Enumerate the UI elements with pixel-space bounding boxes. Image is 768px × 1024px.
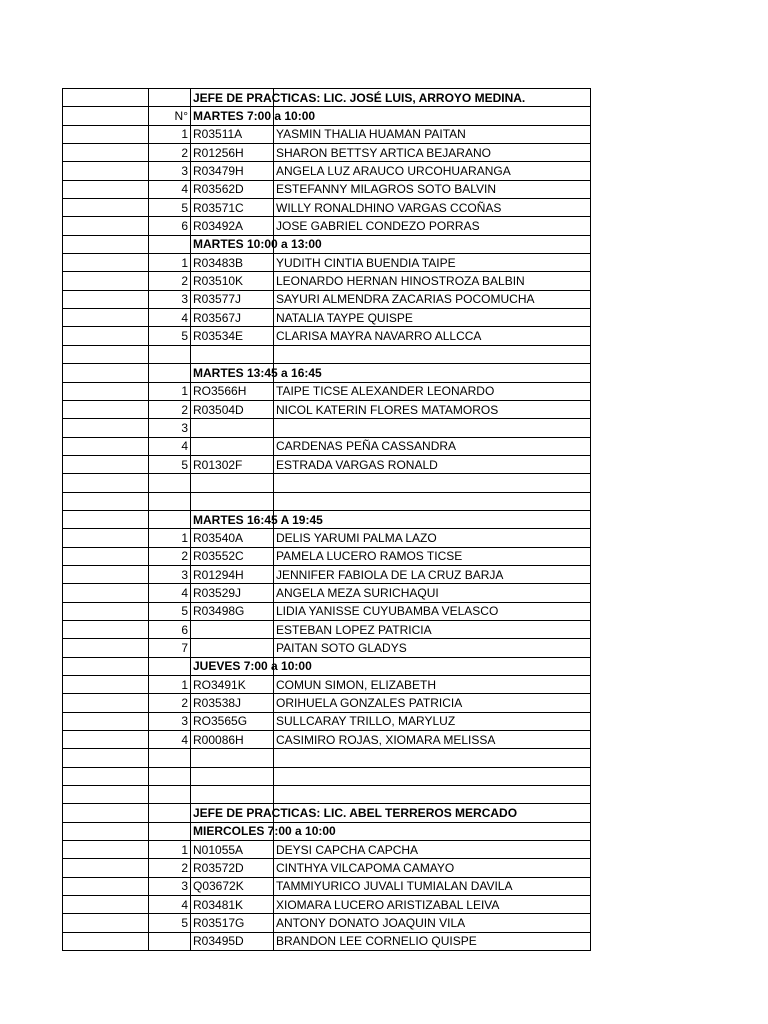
- student-name-cell[interactable]: DEYSI CAPCHA CAPCHA: [274, 841, 591, 859]
- student-code-cell[interactable]: R03571C: [191, 199, 274, 217]
- student-name-cell[interactable]: WILLY RONALDHINO VARGAS CCOÑAS: [274, 199, 591, 217]
- student-code-cell[interactable]: R03552C: [191, 547, 274, 565]
- student-row: [63, 584, 591, 602]
- student-row: [63, 602, 591, 620]
- student-row: [63, 309, 591, 327]
- section-header-row: [63, 804, 591, 822]
- student-code-cell[interactable]: R03483B: [191, 254, 274, 272]
- row-number-cell[interactable]: 2: [149, 272, 191, 290]
- student-code-cell[interactable]: R03577J: [191, 290, 274, 308]
- student-row: [63, 859, 591, 877]
- row-number-cell[interactable]: 3: [149, 565, 191, 583]
- student-code-cell[interactable]: [191, 620, 274, 638]
- student-row: [63, 254, 591, 272]
- student-row: [63, 382, 591, 400]
- student-name-cell[interactable]: CLARISA MAYRA NAVARRO ALLCCA: [274, 327, 591, 345]
- row-number-cell[interactable]: [149, 345, 191, 363]
- student-name-cell[interactable]: PAMELA LUCERO RAMOS TICSE: [274, 547, 591, 565]
- student-code-cell[interactable]: R03479H: [191, 162, 274, 180]
- student-code-cell[interactable]: [191, 474, 274, 492]
- blank-cell[interactable]: [63, 767, 149, 785]
- row-number-cell[interactable]: 2: [149, 400, 191, 418]
- section-header-cell[interactable]: [191, 657, 312, 675]
- student-name-cell[interactable]: JOSE GABRIEL CONDEZO PORRAS: [274, 217, 591, 235]
- row-number-cell[interactable]: 5: [149, 455, 191, 473]
- student-row: [63, 345, 591, 363]
- row-number-cell[interactable]: [149, 804, 191, 822]
- student-row: [63, 694, 591, 712]
- student-name-cell[interactable]: ESTEFANNY MILAGROS SOTO BALVIN: [274, 180, 591, 198]
- student-name-cell[interactable]: [274, 786, 591, 804]
- student-row: [63, 914, 591, 932]
- blank-cell[interactable]: [63, 584, 149, 602]
- blank-cell[interactable]: [63, 896, 149, 914]
- student-name-cell[interactable]: [274, 345, 591, 363]
- blank-cell[interactable]: [63, 254, 149, 272]
- blank-cell[interactable]: [63, 144, 149, 162]
- row-number-cell[interactable]: 2: [149, 547, 191, 565]
- row-number-cell[interactable]: 1: [149, 382, 191, 400]
- student-name-cell[interactable]: ESTEBAN LOPEZ PATRICIA: [274, 620, 591, 638]
- student-code-cell[interactable]: RO3566H: [191, 382, 274, 400]
- row-number-cell[interactable]: 4: [149, 584, 191, 602]
- student-code-cell[interactable]: [191, 345, 274, 363]
- blank-cell[interactable]: [63, 529, 149, 547]
- blank-cell[interactable]: [63, 455, 149, 473]
- row-number-cell[interactable]: 4: [149, 731, 191, 749]
- section-header-cell[interactable]: [191, 107, 316, 125]
- student-name-cell[interactable]: [274, 419, 591, 437]
- section-header-text: MARTES 16:45 A 19:45: [193, 512, 323, 527]
- section-header-text: MARTES 10:00 a 13:00: [193, 237, 322, 252]
- section-header-cell[interactable]: [191, 510, 323, 528]
- student-code-cell[interactable]: R03538J: [191, 694, 274, 712]
- student-row: [63, 877, 591, 895]
- row-number-cell[interactable]: 4: [149, 180, 191, 198]
- blank-cell[interactable]: [63, 620, 149, 638]
- blank-cell[interactable]: [274, 657, 591, 675]
- student-row: [63, 400, 591, 418]
- student-code-cell[interactable]: Q03672K: [191, 877, 274, 895]
- student-code-cell[interactable]: RO3491K: [191, 676, 274, 694]
- blank-cell[interactable]: [63, 382, 149, 400]
- blank-cell[interactable]: [63, 547, 149, 565]
- student-name-cell[interactable]: [274, 474, 591, 492]
- blank-cell[interactable]: [63, 290, 149, 308]
- blank-cell[interactable]: [63, 822, 149, 840]
- section-header-text: MARTES 13:45 a 16:45: [193, 365, 322, 380]
- student-code-cell[interactable]: R03529J: [191, 584, 274, 602]
- student-schedule-table: [62, 88, 591, 951]
- row-number-cell[interactable]: 1: [149, 254, 191, 272]
- student-row: [63, 896, 591, 914]
- student-code-cell[interactable]: R03517G: [191, 914, 274, 932]
- row-number-cell[interactable]: [149, 474, 191, 492]
- student-name-cell[interactable]: ORIHUELA GONZALES PATRICIA: [274, 694, 591, 712]
- blank-cell[interactable]: [63, 565, 149, 583]
- blank-cell[interactable]: [63, 657, 149, 675]
- blank-cell[interactable]: [63, 712, 149, 730]
- student-name-cell[interactable]: CASIMIRO ROJAS, XIOMARA MELISSA: [274, 731, 591, 749]
- student-row: [63, 639, 591, 657]
- student-code-cell[interactable]: R03562D: [191, 180, 274, 198]
- row-number-cell[interactable]: [149, 235, 191, 253]
- row-number-cell[interactable]: [149, 364, 191, 382]
- row-number-cell[interactable]: 1: [149, 841, 191, 859]
- student-name-cell[interactable]: ESTRADA VARGAS RONALD: [274, 455, 591, 473]
- student-code-cell[interactable]: R03481K: [191, 896, 274, 914]
- row-number-cell[interactable]: [149, 89, 191, 107]
- section-header-row: [63, 657, 591, 675]
- blank-cell[interactable]: [63, 602, 149, 620]
- section-header-text: MARTES 7:00 a 10:00: [193, 109, 316, 124]
- student-name-cell[interactable]: ANGELA LUZ ARAUCO URCOHUARANGA: [274, 162, 591, 180]
- section-header-row: [63, 364, 591, 382]
- student-name-cell[interactable]: TAMMIYURICO JUVALI TUMIALAN DAVILA: [274, 877, 591, 895]
- row-number-cell[interactable]: 1: [149, 529, 191, 547]
- blank-cell[interactable]: [63, 914, 149, 932]
- section-header-cell[interactable]: [191, 364, 322, 382]
- row-number-cell[interactable]: 5: [149, 327, 191, 345]
- blank-cell[interactable]: [274, 107, 591, 125]
- blank-cell[interactable]: [63, 932, 149, 950]
- blank-cell[interactable]: [63, 510, 149, 528]
- blank-cell[interactable]: [63, 877, 149, 895]
- student-row: [63, 749, 591, 767]
- section-header-row: [63, 89, 591, 107]
- row-number-cell[interactable]: [149, 767, 191, 785]
- row-number-cell[interactable]: 1: [149, 676, 191, 694]
- section-header-text: JEFE DE PRACTICAS: LIC. JOSÉ LUIS, ARROYO MEDINA.: [193, 90, 526, 105]
- section-header-row: [63, 235, 591, 253]
- student-code-cell[interactable]: R03504D: [191, 400, 274, 418]
- student-name-cell[interactable]: TAIPE TICSE ALEXANDER LEONARDO: [274, 382, 591, 400]
- student-name-cell[interactable]: SHARON BETTSY ARTICA BEJARANO: [274, 144, 591, 162]
- blank-cell[interactable]: [63, 180, 149, 198]
- row-number-cell[interactable]: 1: [149, 125, 191, 143]
- blank-cell[interactable]: [63, 199, 149, 217]
- student-name-cell[interactable]: BRANDON LEE CORNELIO QUISPE: [274, 932, 591, 950]
- student-code-cell[interactable]: R03495D: [191, 932, 274, 950]
- student-row: [63, 162, 591, 180]
- student-code-cell[interactable]: RO3565G: [191, 712, 274, 730]
- student-row: [63, 712, 591, 730]
- student-row: [63, 767, 591, 785]
- student-code-cell[interactable]: R03492A: [191, 217, 274, 235]
- section-header-text: JEFE DE PRACTICAS: LIC. ABEL TERREROS MERCADO: [193, 806, 518, 821]
- blank-cell[interactable]: [63, 309, 149, 327]
- student-code-cell[interactable]: [191, 437, 274, 455]
- student-row: [63, 290, 591, 308]
- student-row: [63, 455, 591, 473]
- blank-cell[interactable]: [63, 474, 149, 492]
- student-name-cell[interactable]: YUDITH CINTIA BUENDIA TAIPE: [274, 254, 591, 272]
- student-name-cell[interactable]: LIDIA YANISSE CUYUBAMBA VELASCO: [274, 602, 591, 620]
- row-number-cell[interactable]: [149, 510, 191, 528]
- student-name-cell[interactable]: NICOL KATERIN FLORES MATAMOROS: [274, 400, 591, 418]
- student-row: [63, 565, 591, 583]
- student-row: [63, 529, 591, 547]
- section-header-text: JUEVES 7:00 a 10:00: [193, 659, 312, 674]
- section-header-cell[interactable]: [191, 822, 336, 840]
- blank-cell[interactable]: [63, 345, 149, 363]
- blank-cell[interactable]: [63, 694, 149, 712]
- student-row: [63, 272, 591, 290]
- student-code-cell[interactable]: [191, 492, 274, 510]
- student-name-cell[interactable]: YASMIN THALIA HUAMAN PAITAN: [274, 125, 591, 143]
- section-header-text: MIERCOLES 7:00 a 10:00: [193, 824, 336, 839]
- student-code-cell[interactable]: [191, 786, 274, 804]
- student-name-cell[interactable]: [274, 767, 591, 785]
- student-row: [63, 932, 591, 950]
- student-name-cell[interactable]: CARDENAS PEÑA CASSANDRA: [274, 437, 591, 455]
- student-row: [63, 437, 591, 455]
- student-code-cell[interactable]: [191, 767, 274, 785]
- row-number-cell[interactable]: N°: [149, 107, 191, 125]
- student-code-cell[interactable]: [191, 639, 274, 657]
- row-number-cell[interactable]: 4: [149, 896, 191, 914]
- row-number-cell[interactable]: 7: [149, 639, 191, 657]
- row-number-cell[interactable]: 6: [149, 620, 191, 638]
- blank-cell[interactable]: [63, 327, 149, 345]
- row-number-cell[interactable]: [149, 822, 191, 840]
- row-number-cell[interactable]: [149, 932, 191, 950]
- blank-cell[interactable]: [63, 272, 149, 290]
- section-header-cell[interactable]: [191, 804, 518, 822]
- blank-cell[interactable]: [63, 235, 149, 253]
- student-code-cell[interactable]: R03572D: [191, 859, 274, 877]
- row-number-cell[interactable]: 4: [149, 437, 191, 455]
- student-name-cell[interactable]: SULLCARAY TRILLO, MARYLUZ: [274, 712, 591, 730]
- student-code-cell[interactable]: R03511A: [191, 125, 274, 143]
- student-name-cell[interactable]: CINTHYA VILCAPOMA CAMAYO: [274, 859, 591, 877]
- student-name-cell[interactable]: NATALIA TAYPE QUISPE: [274, 309, 591, 327]
- student-code-cell[interactable]: R03540A: [191, 529, 274, 547]
- student-code-cell[interactable]: [191, 419, 274, 437]
- student-code-cell[interactable]: R00086H: [191, 731, 274, 749]
- student-name-cell[interactable]: LEONARDO HERNAN HINOSTROZA BALBIN: [274, 272, 591, 290]
- blank-cell[interactable]: [63, 107, 149, 125]
- student-row: [63, 474, 591, 492]
- student-row: [63, 419, 591, 437]
- student-code-cell[interactable]: R01302F: [191, 455, 274, 473]
- student-row: [63, 841, 591, 859]
- student-name-cell[interactable]: [274, 749, 591, 767]
- blank-cell[interactable]: [63, 804, 149, 822]
- blank-cell[interactable]: [63, 217, 149, 235]
- student-code-cell[interactable]: [191, 749, 274, 767]
- student-row: [63, 199, 591, 217]
- blank-cell[interactable]: [63, 676, 149, 694]
- row-number-cell[interactable]: [149, 786, 191, 804]
- section-header-cell[interactable]: [191, 89, 526, 107]
- blank-cell[interactable]: [63, 89, 149, 107]
- row-number-cell[interactable]: 6: [149, 217, 191, 235]
- student-name-cell[interactable]: JENNIFER FABIOLA DE LA CRUZ BARJA: [274, 565, 591, 583]
- student-row: [63, 125, 591, 143]
- student-code-cell[interactable]: N01055A: [191, 841, 274, 859]
- student-name-cell[interactable]: XIOMARA LUCERO ARISTIZABAL LEIVA: [274, 896, 591, 914]
- student-row: [63, 492, 591, 510]
- student-name-cell[interactable]: PAITAN SOTO GLADYS: [274, 639, 591, 657]
- row-number-cell[interactable]: [149, 657, 191, 675]
- student-name-cell[interactable]: ANGELA MEZA SURICHAQUI: [274, 584, 591, 602]
- row-number-cell[interactable]: 2: [149, 859, 191, 877]
- blank-cell[interactable]: [63, 400, 149, 418]
- row-number-cell[interactable]: 2: [149, 144, 191, 162]
- row-number-cell[interactable]: 3: [149, 162, 191, 180]
- student-row: [63, 547, 591, 565]
- section-header-row: [63, 822, 591, 840]
- student-row: [63, 217, 591, 235]
- blank-cell[interactable]: [63, 859, 149, 877]
- student-row: [63, 327, 591, 345]
- row-number-cell[interactable]: 5: [149, 199, 191, 217]
- row-number-cell[interactable]: 2: [149, 694, 191, 712]
- student-row: [63, 144, 591, 162]
- student-name-cell[interactable]: DELIS YARUMI PALMA LAZO: [274, 529, 591, 547]
- blank-cell[interactable]: [63, 162, 149, 180]
- row-number-cell[interactable]: 3: [149, 712, 191, 730]
- row-number-cell[interactable]: [149, 749, 191, 767]
- student-code-cell[interactable]: R03498G: [191, 602, 274, 620]
- row-number-cell[interactable]: 3: [149, 877, 191, 895]
- student-code-cell[interactable]: R01294H: [191, 565, 274, 583]
- row-number-cell[interactable]: 3: [149, 419, 191, 437]
- blank-cell[interactable]: [63, 786, 149, 804]
- student-row: [63, 731, 591, 749]
- section-header-cell[interactable]: [191, 235, 322, 253]
- student-row: [63, 786, 591, 804]
- blank-cell[interactable]: [63, 364, 149, 382]
- blank-cell[interactable]: [63, 639, 149, 657]
- student-name-cell[interactable]: COMUN SIMON, ELIZABETH: [274, 676, 591, 694]
- student-code-cell[interactable]: R03534E: [191, 327, 274, 345]
- student-name-cell[interactable]: SAYURI ALMENDRA ZACARIAS POCOMUCHA: [274, 290, 591, 308]
- blank-cell[interactable]: [63, 731, 149, 749]
- blank-cell[interactable]: [63, 437, 149, 455]
- blank-cell[interactable]: [63, 841, 149, 859]
- student-row: [63, 676, 591, 694]
- student-code-cell[interactable]: R03510K: [191, 272, 274, 290]
- blank-cell[interactable]: [63, 125, 149, 143]
- blank-cell[interactable]: [63, 419, 149, 437]
- blank-cell[interactable]: [63, 749, 149, 767]
- section-header-row: [63, 107, 591, 125]
- row-number-cell[interactable]: 5: [149, 602, 191, 620]
- student-row: [63, 620, 591, 638]
- row-number-cell[interactable]: 5: [149, 914, 191, 932]
- student-name-cell[interactable]: [274, 492, 591, 510]
- blank-cell[interactable]: [63, 492, 149, 510]
- section-header-row: [63, 510, 591, 528]
- student-row: [63, 180, 591, 198]
- student-name-cell[interactable]: ANTONY DONATO JOAQUIN VILA: [274, 914, 591, 932]
- row-number-cell[interactable]: 3: [149, 290, 191, 308]
- student-code-cell[interactable]: R03567J: [191, 309, 274, 327]
- table-body: [63, 89, 591, 951]
- student-code-cell[interactable]: R01256H: [191, 144, 274, 162]
- row-number-cell[interactable]: [149, 492, 191, 510]
- row-number-cell[interactable]: 4: [149, 309, 191, 327]
